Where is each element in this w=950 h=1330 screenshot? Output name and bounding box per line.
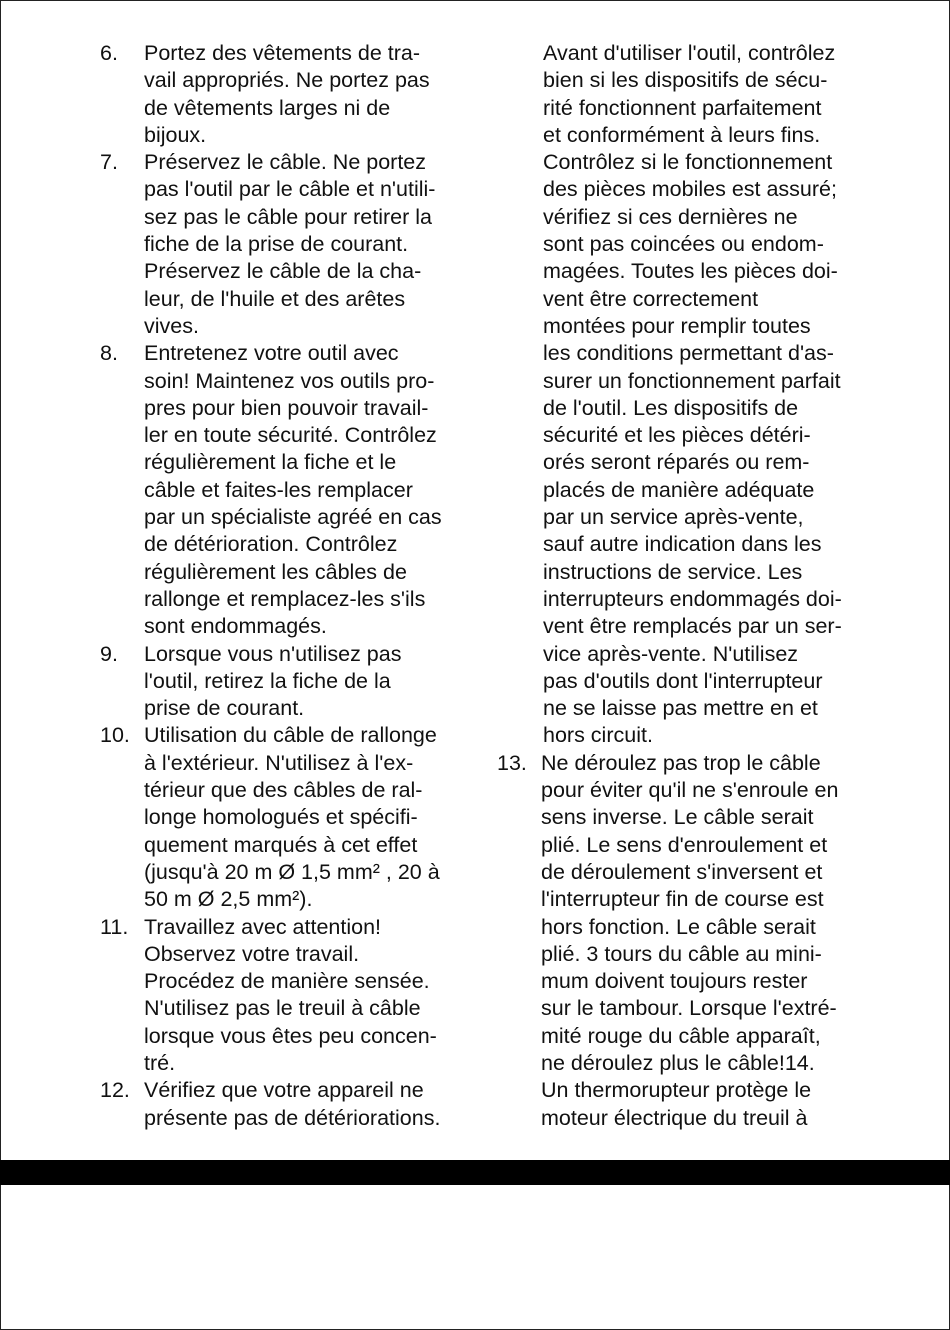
- text-line: pas l'outil par le câble et n'utili-: [144, 177, 436, 202]
- continuation-paragraph: [543, 40, 897, 750]
- right-column: [497, 40, 897, 1132]
- text-line: hors circuit.: [543, 723, 653, 748]
- text-line: de déroulement s'inversent et: [541, 859, 823, 884]
- text-line: de vêtements larges ni de: [144, 95, 391, 120]
- text-line: leur, de l'huile et des arêtes: [144, 286, 406, 311]
- text-line: surer un fonctionnement parfait: [543, 368, 841, 393]
- text-line: térieur que des câbles de ral-: [144, 778, 423, 803]
- text-line: moteur électrique du treuil à: [541, 1105, 808, 1130]
- text-line: Procédez de manière sensée.: [144, 969, 430, 994]
- text-line: l'outil, retirez la fiche de la: [144, 668, 391, 693]
- text-line: et conformément à leurs fins.: [543, 122, 821, 147]
- text-line: longe homologués et spécifi-: [144, 805, 418, 830]
- text-line: Avant d'utiliser l'outil, contrôlez: [543, 41, 836, 65]
- text-line: magées. Toutes les pièces doi-: [543, 259, 838, 284]
- text-line: Entretenez votre outil avec: [144, 341, 399, 366]
- text-line: tré.: [144, 1050, 176, 1075]
- item-text: [144, 641, 470, 723]
- text-line: ne se laisse pas mettre en et: [543, 696, 818, 721]
- item-number: 11.: [100, 914, 129, 939]
- text-line: vives.: [144, 313, 199, 338]
- item-text: [144, 340, 470, 640]
- text-line: sur le tambour. Lorsque l'extré-: [541, 996, 837, 1021]
- text-line: plié. Le sens d'enroulement et: [541, 832, 828, 857]
- text-line: Préservez le câble. Ne portez: [144, 150, 427, 175]
- list-item: [100, 914, 470, 1078]
- text-line: sez pas le câble pour retirer la: [144, 204, 433, 229]
- list-item: [100, 340, 470, 640]
- text-line: soin! Maintenez vos outils pro-: [144, 368, 435, 393]
- item-text: [144, 149, 470, 340]
- text-line: de détérioration. Contrôlez: [144, 532, 398, 557]
- text-line: régulièrement les câbles de: [144, 559, 407, 584]
- text-line: bijoux.: [144, 122, 207, 147]
- text-line: mum doivent toujours rester: [541, 969, 808, 994]
- list-item: [100, 641, 470, 723]
- text-line: ler en toute sécurité. Contrôlez: [144, 423, 437, 448]
- text-line: sens inverse. Le câble serait: [541, 805, 814, 830]
- item-number: 6.: [100, 41, 118, 65]
- text-line: Ne déroulez pas trop le câble: [541, 750, 821, 775]
- list-item: [100, 149, 470, 340]
- text-line: pas d'outils dont l'interrupteur: [543, 668, 823, 693]
- text-line: pres pour bien pouvoir travail-: [144, 395, 429, 420]
- text-line: régulièrement la fiche et le: [144, 450, 397, 475]
- text-line: Contrôlez si le fonctionnement: [543, 150, 833, 175]
- list-item: [100, 1077, 470, 1132]
- text-line: plié. 3 tours du câble au mini-: [541, 941, 822, 966]
- footer-bar: [0, 1160, 950, 1185]
- text-line: sauf autre indication dans les: [543, 532, 822, 557]
- item-number: 13.: [497, 750, 527, 775]
- item-text: [144, 914, 470, 1078]
- text-line: mité rouge du câble apparaît,: [541, 1023, 821, 1048]
- text-line: (jusqu'à 20 m Ø 1,5 mm² , 20 à: [144, 859, 440, 884]
- item-text: [144, 722, 470, 913]
- text-line: prise de courant.: [144, 696, 305, 721]
- text-line: les conditions permettant d'as-: [543, 341, 834, 366]
- list-item: [100, 40, 470, 149]
- text-line: Observez votre travail.: [144, 941, 360, 966]
- text-line: sécurité et les pièces détéri-: [543, 423, 811, 448]
- text-line: vice après-vente. N'utilisez: [543, 641, 799, 666]
- text-line: câble et faites-les remplacer: [144, 477, 413, 502]
- text-line: placés de manière adéquate: [543, 477, 815, 502]
- item-number: 9.: [100, 641, 118, 666]
- text-line: bien si les dispositifs de sécu-: [543, 68, 828, 93]
- text-line: sont pas coincées ou endom-: [543, 232, 824, 257]
- text-line: instructions de service. Les: [543, 559, 803, 584]
- list-item-13: [497, 750, 897, 1132]
- item-text: [144, 40, 470, 149]
- text-line: vérifiez si ces dernières ne: [543, 204, 798, 229]
- text-line: Préservez le câble de la cha-: [144, 259, 422, 284]
- text-line: vent être remplacés par un ser-: [543, 614, 842, 639]
- text-line: Portez des vêtements de tra-: [144, 41, 421, 65]
- left-column: [100, 40, 470, 1132]
- item-number: 8.: [100, 341, 118, 366]
- text-line: quement marqués à cet effet: [144, 832, 418, 857]
- text-line: par un spécialiste agréé en cas: [144, 505, 442, 530]
- item-number: 10.: [100, 723, 130, 748]
- text-line: vent être correctement: [543, 286, 759, 311]
- text-line: rité fonctionnent parfaitement: [543, 95, 822, 120]
- text-line: présente pas de détériorations.: [144, 1105, 441, 1130]
- text-line: rallonge et remplacez-les s'ils: [144, 586, 426, 611]
- text-line: montées pour remplir toutes: [543, 313, 811, 338]
- text-line: lorsque vous êtes peu concen-: [144, 1023, 437, 1048]
- text-line: sont endommagés.: [144, 614, 327, 639]
- text-line: par un service après-vente,: [543, 505, 804, 530]
- text-line: à l'extérieur. N'utilisez à l'ex-: [144, 750, 414, 775]
- text-line: hors fonction. Le câble serait: [541, 914, 816, 939]
- text-line: Utilisation du câble de rallonge: [144, 723, 437, 748]
- text-line: vail appropriés. Ne portez pas: [144, 68, 430, 93]
- text-line: Lorsque vous n'utilisez pas: [144, 641, 402, 666]
- text-line: orés seront réparés ou rem-: [543, 450, 810, 475]
- text-line: des pièces mobiles est assuré;: [543, 177, 837, 202]
- list-item: [100, 722, 470, 913]
- item-number: 7.: [100, 150, 118, 175]
- text-line: Travaillez avec attention!: [144, 914, 382, 939]
- text-line: pour éviter qu'il ne s'enroule en: [541, 778, 839, 803]
- text-line: fiche de la prise de courant.: [144, 232, 409, 257]
- text-line: ne déroulez plus le câble!14.: [541, 1050, 815, 1075]
- text-line: Un thermorupteur protège le: [541, 1078, 812, 1103]
- text-line: Vérifiez que votre appareil ne: [144, 1078, 424, 1103]
- text-line: l'interrupteur fin de course est: [541, 887, 824, 912]
- text-line: N'utilisez pas le treuil à câble: [144, 996, 421, 1021]
- text-line: de l'outil. Les dispositifs de: [543, 395, 799, 420]
- text-line: 50 m Ø 2,5 mm²).: [144, 887, 313, 912]
- item-text: [541, 750, 897, 1132]
- item-text: [144, 1077, 470, 1132]
- item-number: 12.: [100, 1078, 130, 1103]
- text-line: interrupteurs endommagés doi-: [543, 586, 842, 611]
